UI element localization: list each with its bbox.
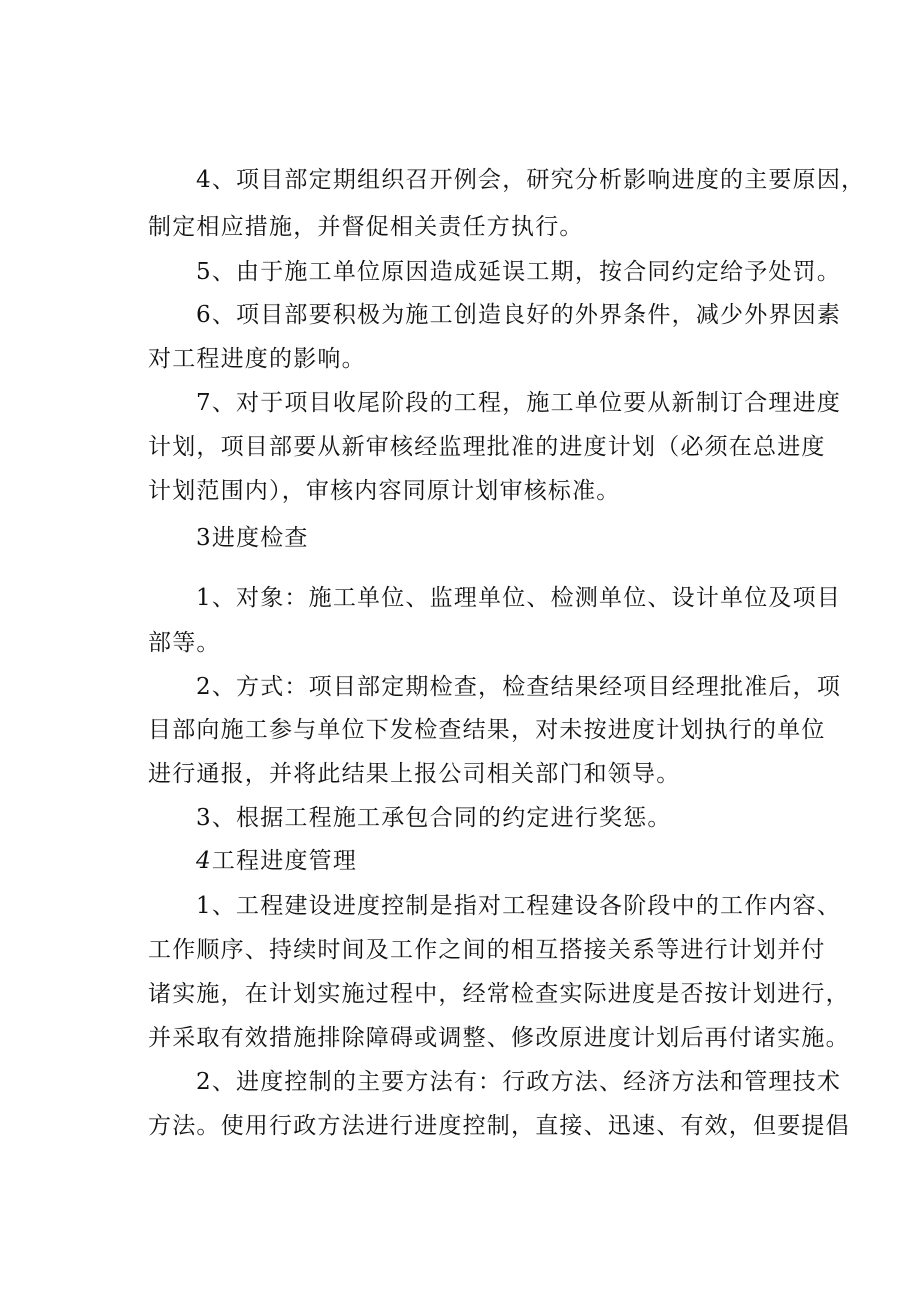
- paragraph-5-line-1: 5、由于施工单位原因造成延误工期，按合同约定给予处罚。: [196, 259, 842, 285]
- paragraph-7-line-1: 7、对于项目收尾阶段的工程，施工单位要从新制订合理进度: [196, 390, 842, 416]
- check-item-2-line-2: 目部向施工参与单位下发检查结果，对未按进度计划执行的单位: [148, 717, 826, 743]
- paragraph-7-line-3: 计划范围内），审核内容同原计划审核标准。: [148, 478, 621, 504]
- paragraph-4-line-2: 制定相应措施，并督促相关责任方执行。: [148, 214, 584, 240]
- mgmt-item-1-line-3: 诸实施，在计划实施过程中，经常检查实际进度是否按计划进行，: [148, 981, 850, 1007]
- mgmt-item-2-line-2: 方法。使用行政方法进行进度控制，直接、迅速、有效，但要提倡: [148, 1113, 850, 1139]
- paragraph-7-line-2: 计划，项目部要从新审核经监理批准的进度计划（必须在总进度: [148, 434, 826, 460]
- check-item-2-line-1: 2、方式：项目部定期检查，检查结果经项目经理批准后，项: [196, 674, 842, 700]
- mgmt-item-1-line-2: 工作顺序、持续时间及工作之间的相互搭接关系等进行计划并付: [148, 937, 826, 963]
- section-number: 4: [196, 848, 212, 874]
- section-heading-progress-check: 3进度检查: [196, 525, 309, 551]
- check-item-1-line-2: 部等。: [148, 630, 221, 656]
- mgmt-item-2-line-1: 2、进度控制的主要方法有：行政方法、经济方法和管理技术: [196, 1069, 842, 1095]
- mgmt-item-1-line-1: 1、工程建设进度控制是指对工程建设各阶段中的工作内容、: [196, 893, 842, 919]
- paragraph-4-line-1: 4、项目部定期组织召开例会，研究分析影响进度的主要原因，: [196, 167, 866, 193]
- check-item-1-line-1: 1、对象：施工单位、监理单位、检测单位、设计单位及项目: [196, 585, 842, 611]
- check-item-3-line-1: 3、根据工程施工承包合同的约定进行奖惩。: [196, 805, 672, 831]
- mgmt-item-1-line-4: 并采取有效措施排除障碍或调整、修改原进度计划后再付诸实施。: [148, 1025, 850, 1051]
- paragraph-6-line-2: 对工程进度的影响。: [148, 346, 366, 372]
- section-heading-progress-management: [0, 845, 920, 877]
- section-title: 工程进度管理: [211, 848, 358, 874]
- paragraph-6-line-1: 6、项目部要积极为施工创造良好的外界条件，减少外界因素: [196, 302, 842, 328]
- check-item-2-line-3: 进行通报，并将此结果上报公司相关部门和领导。: [148, 761, 681, 787]
